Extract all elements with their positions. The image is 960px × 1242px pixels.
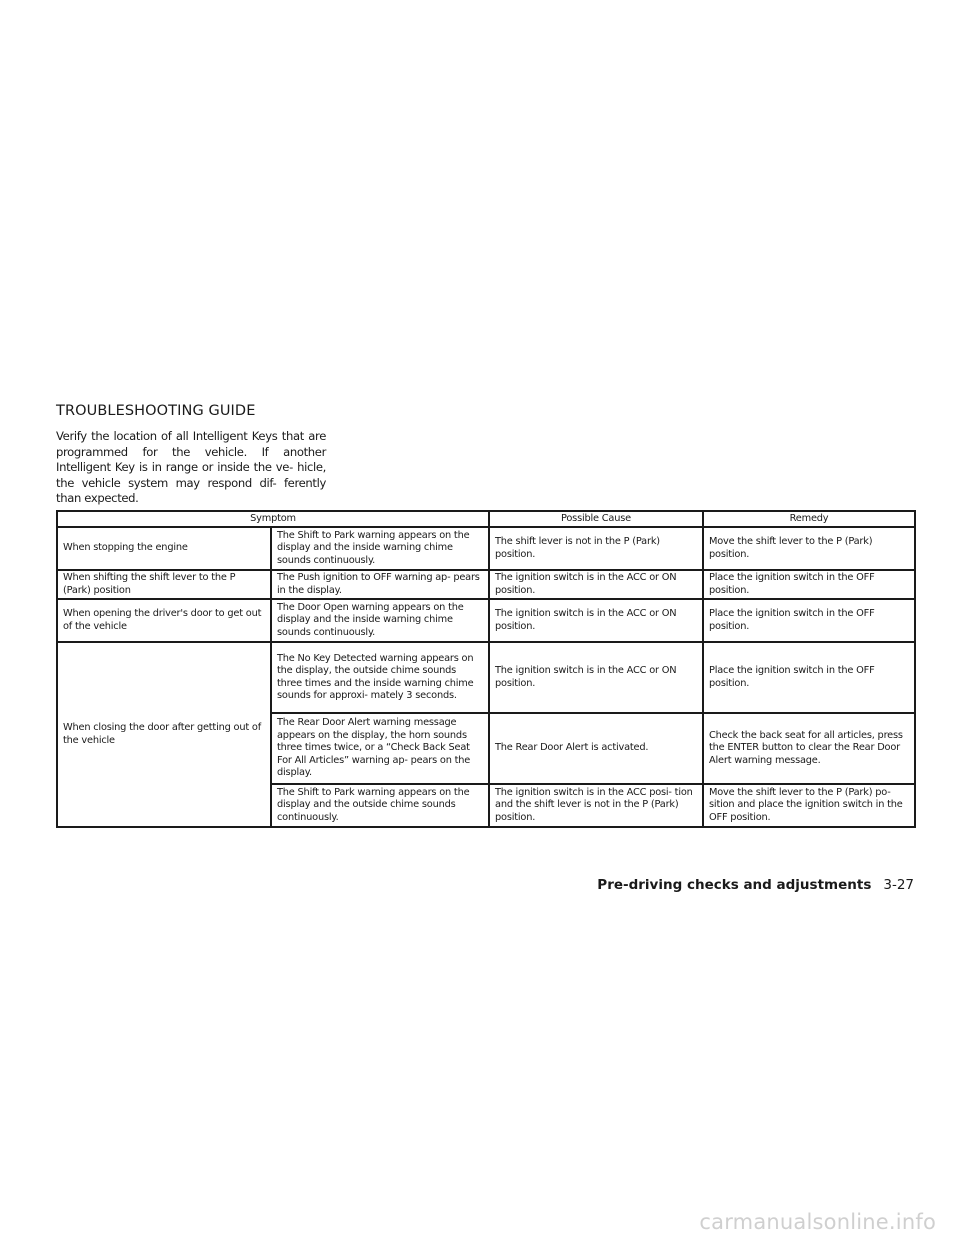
warning-cell: The No Key Detected warning appears on the display, the outside chime sounds three times and the inside warning chime sounds for approxi- mately 3 seconds.: [271, 642, 489, 713]
symptom-cell: When opening the driver's door to get out of the vehicle: [57, 599, 271, 642]
table-header-row: [57, 511, 915, 527]
section-title: TROUBLESHOOTING GUIDE: [56, 403, 256, 419]
watermark: carmanualsonline.info: [699, 1210, 936, 1234]
symptom-cell: When closing the door after getting out of the vehicle: [57, 642, 271, 827]
warning-cell: The Push ignition to OFF warning ap- pears in the display.: [271, 570, 489, 599]
page-footer: [597, 877, 914, 893]
cause-cell: The ignition switch is in the ACC posi- tion and the shift lever is not in the P (Park) position.: [489, 784, 703, 827]
table-row: [57, 570, 915, 599]
cause-cell: The ignition switch is in the ACC or ON position.: [489, 570, 703, 599]
table-row: [57, 642, 915, 713]
cause-cell: The ignition switch is in the ACC or ON position.: [489, 599, 703, 642]
table-row: [57, 599, 915, 642]
remedy-cell: Place the ignition switch in the OFF position.: [703, 570, 915, 599]
header-possible-cause: Possible Cause: [489, 511, 703, 527]
remedy-cell: Check the back seat for all articles, press the ENTER button to clear the Rear Door Alert warning message.: [703, 713, 915, 784]
page-number: 3-27: [883, 877, 914, 893]
symptom-cell: When stopping the engine: [57, 527, 271, 570]
remedy-cell: Move the shift lever to the P (Park) position.: [703, 527, 915, 570]
warning-cell: The Shift to Park warning appears on the display and the inside warning chime sounds continuously.: [271, 527, 489, 570]
warning-cell: The Rear Door Alert warning message appears on the display, the horn sounds three times twice, or a “Check Back Seat For All Articles” warning ap- pears on the display.: [271, 713, 489, 784]
intro-paragraph: Verify the location of all Intelligent Keys that are programmed for the vehicle. If another Intelligent Key is in range or inside the ve- hicle, the vehicle system may respond dif- ferently than expected.: [56, 429, 326, 506]
cause-cell: The ignition switch is in the ACC or ON position.: [489, 642, 703, 713]
symptom-cell: When shifting the shift lever to the P (Park) position: [57, 570, 271, 599]
header-symptom: Symptom: [57, 511, 489, 527]
cause-cell: The Rear Door Alert is activated.: [489, 713, 703, 784]
remedy-cell: Place the ignition switch in the OFF position.: [703, 599, 915, 642]
footer-section-name: Pre-driving checks and adjustments: [597, 877, 872, 893]
table-row: [57, 527, 915, 570]
remedy-cell: Move the shift lever to the P (Park) po- sition and place the ignition switch in the OFF position.: [703, 784, 915, 827]
warning-cell: The Door Open warning appears on the display and the inside warning chime sounds continuously.: [271, 599, 489, 642]
troubleshooting-table: [56, 510, 916, 828]
warning-cell: The Shift to Park warning appears on the display and the outside chime sounds continuously.: [271, 784, 489, 827]
header-remedy: Remedy: [703, 511, 915, 527]
remedy-cell: Place the ignition switch in the OFF position.: [703, 642, 915, 713]
cause-cell: The shift lever is not in the P (Park) position.: [489, 527, 703, 570]
